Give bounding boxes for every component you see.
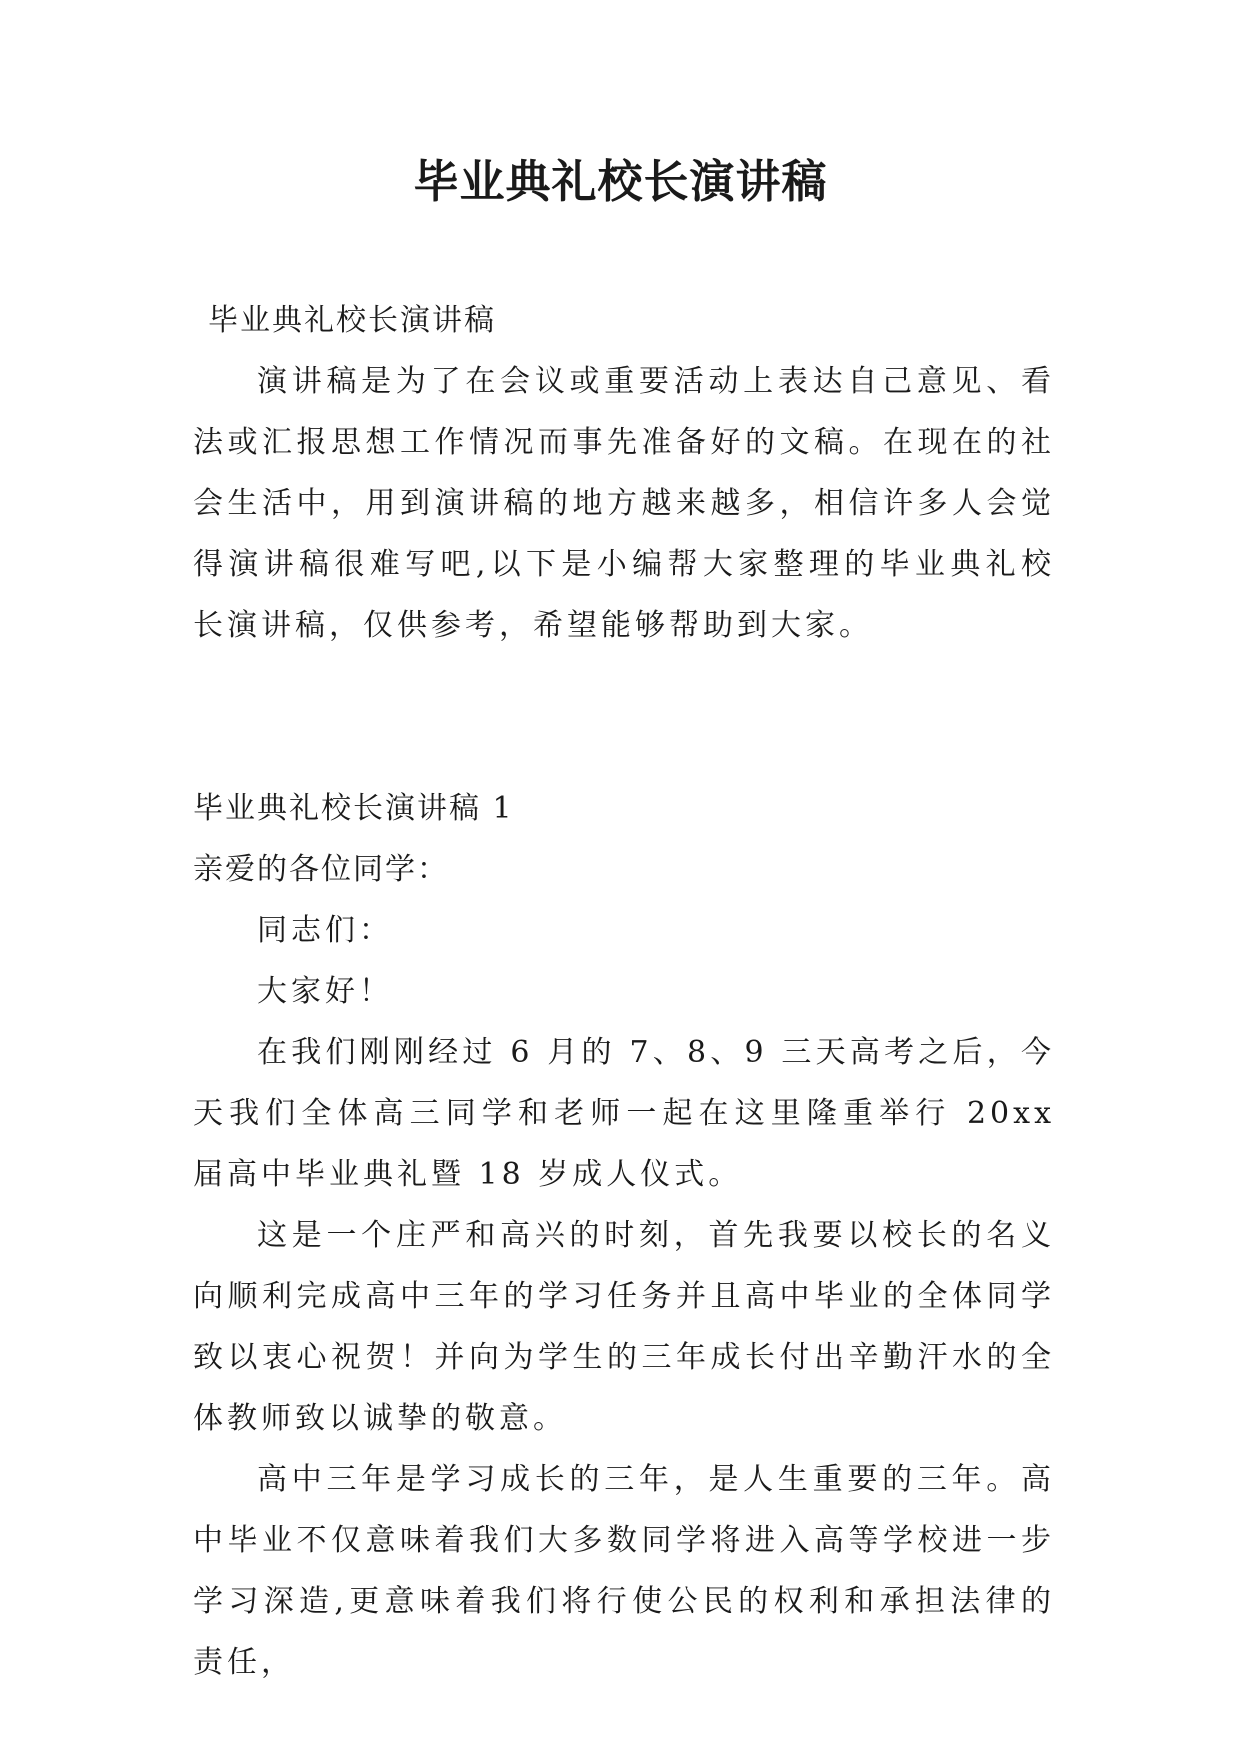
- body-paragraph: 在我们刚刚经过 6 月的 7、8、9 三天高考之后，今天我们全体高三同学和老师一起在这里隆重举行 20xx 届高中毕业典礼暨 18 岁成人仪式。: [193, 1035, 1055, 1192]
- salutation: 亲爱的各位同学：: [193, 852, 449, 887]
- greeting-comrades: 同志们：: [257, 913, 393, 948]
- greeting-hello: 大家好！: [257, 974, 393, 1009]
- document-title: 毕业典礼校长演讲稿: [413, 155, 828, 208]
- section-spacer: [193, 656, 1055, 778]
- body-paragraph: 这是一个庄严和高兴的时刻，首先我要以校长的名义向顺利完成高中三年的学习任务并且高中毕业的全体同学致以衷心祝贺！并向为学生的三年成长付出辛勤汗水的全体教师致以诚挚的敬意。: [193, 1218, 1055, 1436]
- document-body: [193, 290, 1055, 1693]
- body-paragraph: 高中三年是学习成长的三年，是人生重要的三年。高中毕业不仅意味着我们大多数同学将进入高等学校进一步学习深造,更意味着我们将行使公民的权利和承担法律的责任，: [193, 1462, 1055, 1680]
- intro-paragraph: 演讲稿是为了在会议或重要活动上表达自己意见、看法或汇报思想工作情况而事先准备好的文稿。在现在的社会生活中，用到演讲稿的地方越来越多，相信许多人会觉得演讲稿很难写吧,以下是小编帮大家整理的毕业典礼校长演讲稿，仅供参考，希望能够帮助到大家。: [193, 364, 1055, 643]
- section-heading: 毕业典礼校长演讲稿 1: [193, 791, 514, 826]
- subtitle: 毕业典礼校长演讲稿: [208, 303, 496, 338]
